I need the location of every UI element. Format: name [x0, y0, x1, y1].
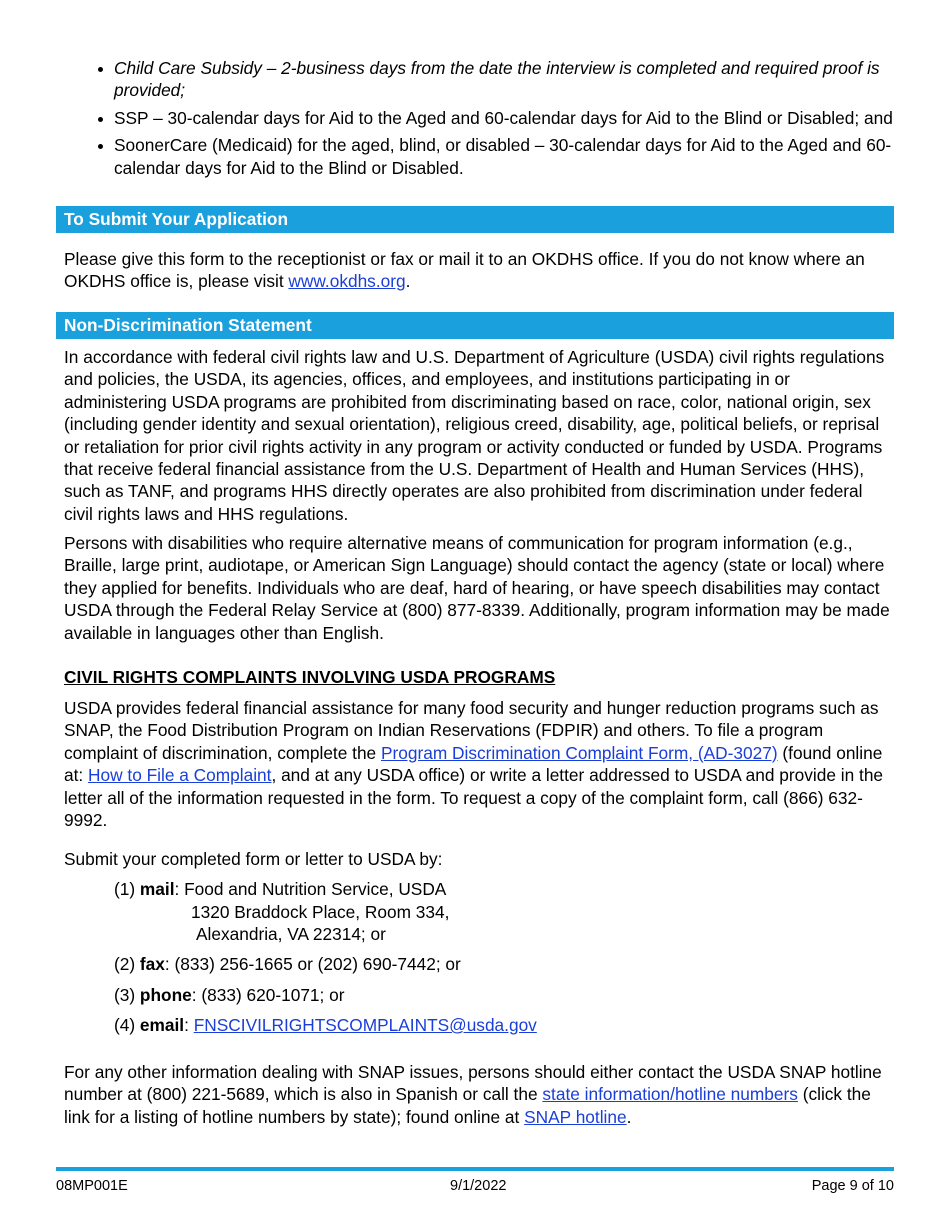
- list-item: SoonerCare (Medicaid) for the aged, blind, or disabled – 30-calendar days for Aid to the Aged and 60-calendar days for Aid to the Blind or Disabled.: [56, 134, 894, 179]
- mail-address-line: Alexandria, VA 22314; or: [196, 924, 386, 944]
- form-id: 08MP001E: [56, 1178, 128, 1194]
- nondiscrimination-section-header: Non-Discrimination Statement: [56, 312, 894, 339]
- submit-section-header: To Submit Your Application: [56, 206, 894, 233]
- mail-address-line: 1320 Braddock Place, Room 334,: [191, 902, 450, 922]
- footer-divider: [56, 1167, 894, 1171]
- how-to-file-link[interactable]: How to File a Complaint: [88, 765, 272, 786]
- complaints-email-link[interactable]: FNSCIVILRIGHTSCOMPLAINTS@usda.gov: [193, 1015, 537, 1035]
- list-item: SSP – 30-calendar days for Aid to the Aged and 60-calendar days for Aid to the Blind or Disabled; and: [56, 107, 894, 129]
- civil-rights-paragraph: USDA provides federal financial assistance for many food security and hunger reduction programs such as SNAP, the Food Distribution Program on Indian Reservations (FDPIR) and others. To file a program complaint of discrimination, complete the Program Discrimination Complaint Form, (AD-3027) (found online at: How to File a Complaint, and at any USDA office) or write a letter addressed to USDA and provide in the letter all of the information requested in the form. To request a copy of the complaint form, call (866) 632-9992.: [64, 698, 884, 831]
- civil-rights-heading: CIVIL RIGHTS COMPLAINTS INVOLVING USDA PROGRAMS: [64, 667, 556, 687]
- email-option: (4) email: FNSCIVILRIGHTSCOMPLAINTS@usda.gov: [114, 1015, 537, 1035]
- snap-hotline-link[interactable]: SNAP hotline: [524, 1106, 627, 1127]
- complaint-form-link[interactable]: Program Discrimination Complaint Form, (AD-3027): [380, 742, 778, 763]
- disabilities-paragraph: Persons with disabilities who require alternative means of communication for program information (e.g., Braille, large print, audiotape, or American Sign Language) should contact the agency (state or local) where they applied for benefits. Individuals who are deaf, hard of hearing, or have speech disabilities may contact USDA through the Federal Relay Service at (800) 877-8339. Additionally, program information may be made available in languages other than English.: [64, 533, 890, 643]
- snap-info-paragraph: For any other information dealing with SNAP issues, persons should either contact the USDA SNAP hotline number at (800) 221-5689, which is also in Spanish or call the state information/hotline numbers (click the link for a listing of hotline numbers by state); found online at SNAP hotline.: [64, 1062, 882, 1127]
- submit-intro: Submit your completed form or letter to USDA by:: [64, 849, 443, 869]
- list-item: Child Care Subsidy – 2-business days from the date the interview is completed and required proof is provided;: [56, 57, 894, 102]
- page-number: Page 9 of 10: [811, 1178, 894, 1194]
- okdhs-link[interactable]: www.okdhs.org: [288, 271, 406, 292]
- mail-option: (1) mail: Food and Nutrition Service, USDA: [114, 879, 447, 899]
- fax-option: (2) fax: (833) 256-1665 or (202) 690-7442; or: [114, 954, 461, 974]
- footer-date: 9/1/2022: [450, 1178, 507, 1194]
- phone-option: (3) phone: (833) 620-1071; or: [114, 985, 345, 1005]
- submit-paragraph: Please give this form to the receptionist or fax or mail it to an OKDHS office. If you do not know where an OKDHS office is, please visit www.okdhs.org.: [64, 249, 865, 292]
- state-hotline-link[interactable]: state information/hotline numbers: [542, 1084, 798, 1105]
- processing-times-list: [56, 57, 894, 184]
- nondiscrimination-paragraph: In accordance with federal civil rights law and U.S. Department of Agriculture (USDA) civil rights regulations and policies, the USDA, its agencies, offices, and employees, and institutions participating in or administering USDA programs are prohibited from discriminating based on race, color, national origin, sex (including gender identity and sexual orientation), religious creed, disability, age, political beliefs, or reprisal or retaliation for prior civil rights activity in any program or activity conducted or funded by USDA. Programs that receive federal financial assistance from the U.S. Department of Health and Human Services (HHS), such as TANF, and programs HHS directly operates are also prohibited from discrimination under federal civil rights laws and HHS regulations.: [64, 347, 885, 524]
